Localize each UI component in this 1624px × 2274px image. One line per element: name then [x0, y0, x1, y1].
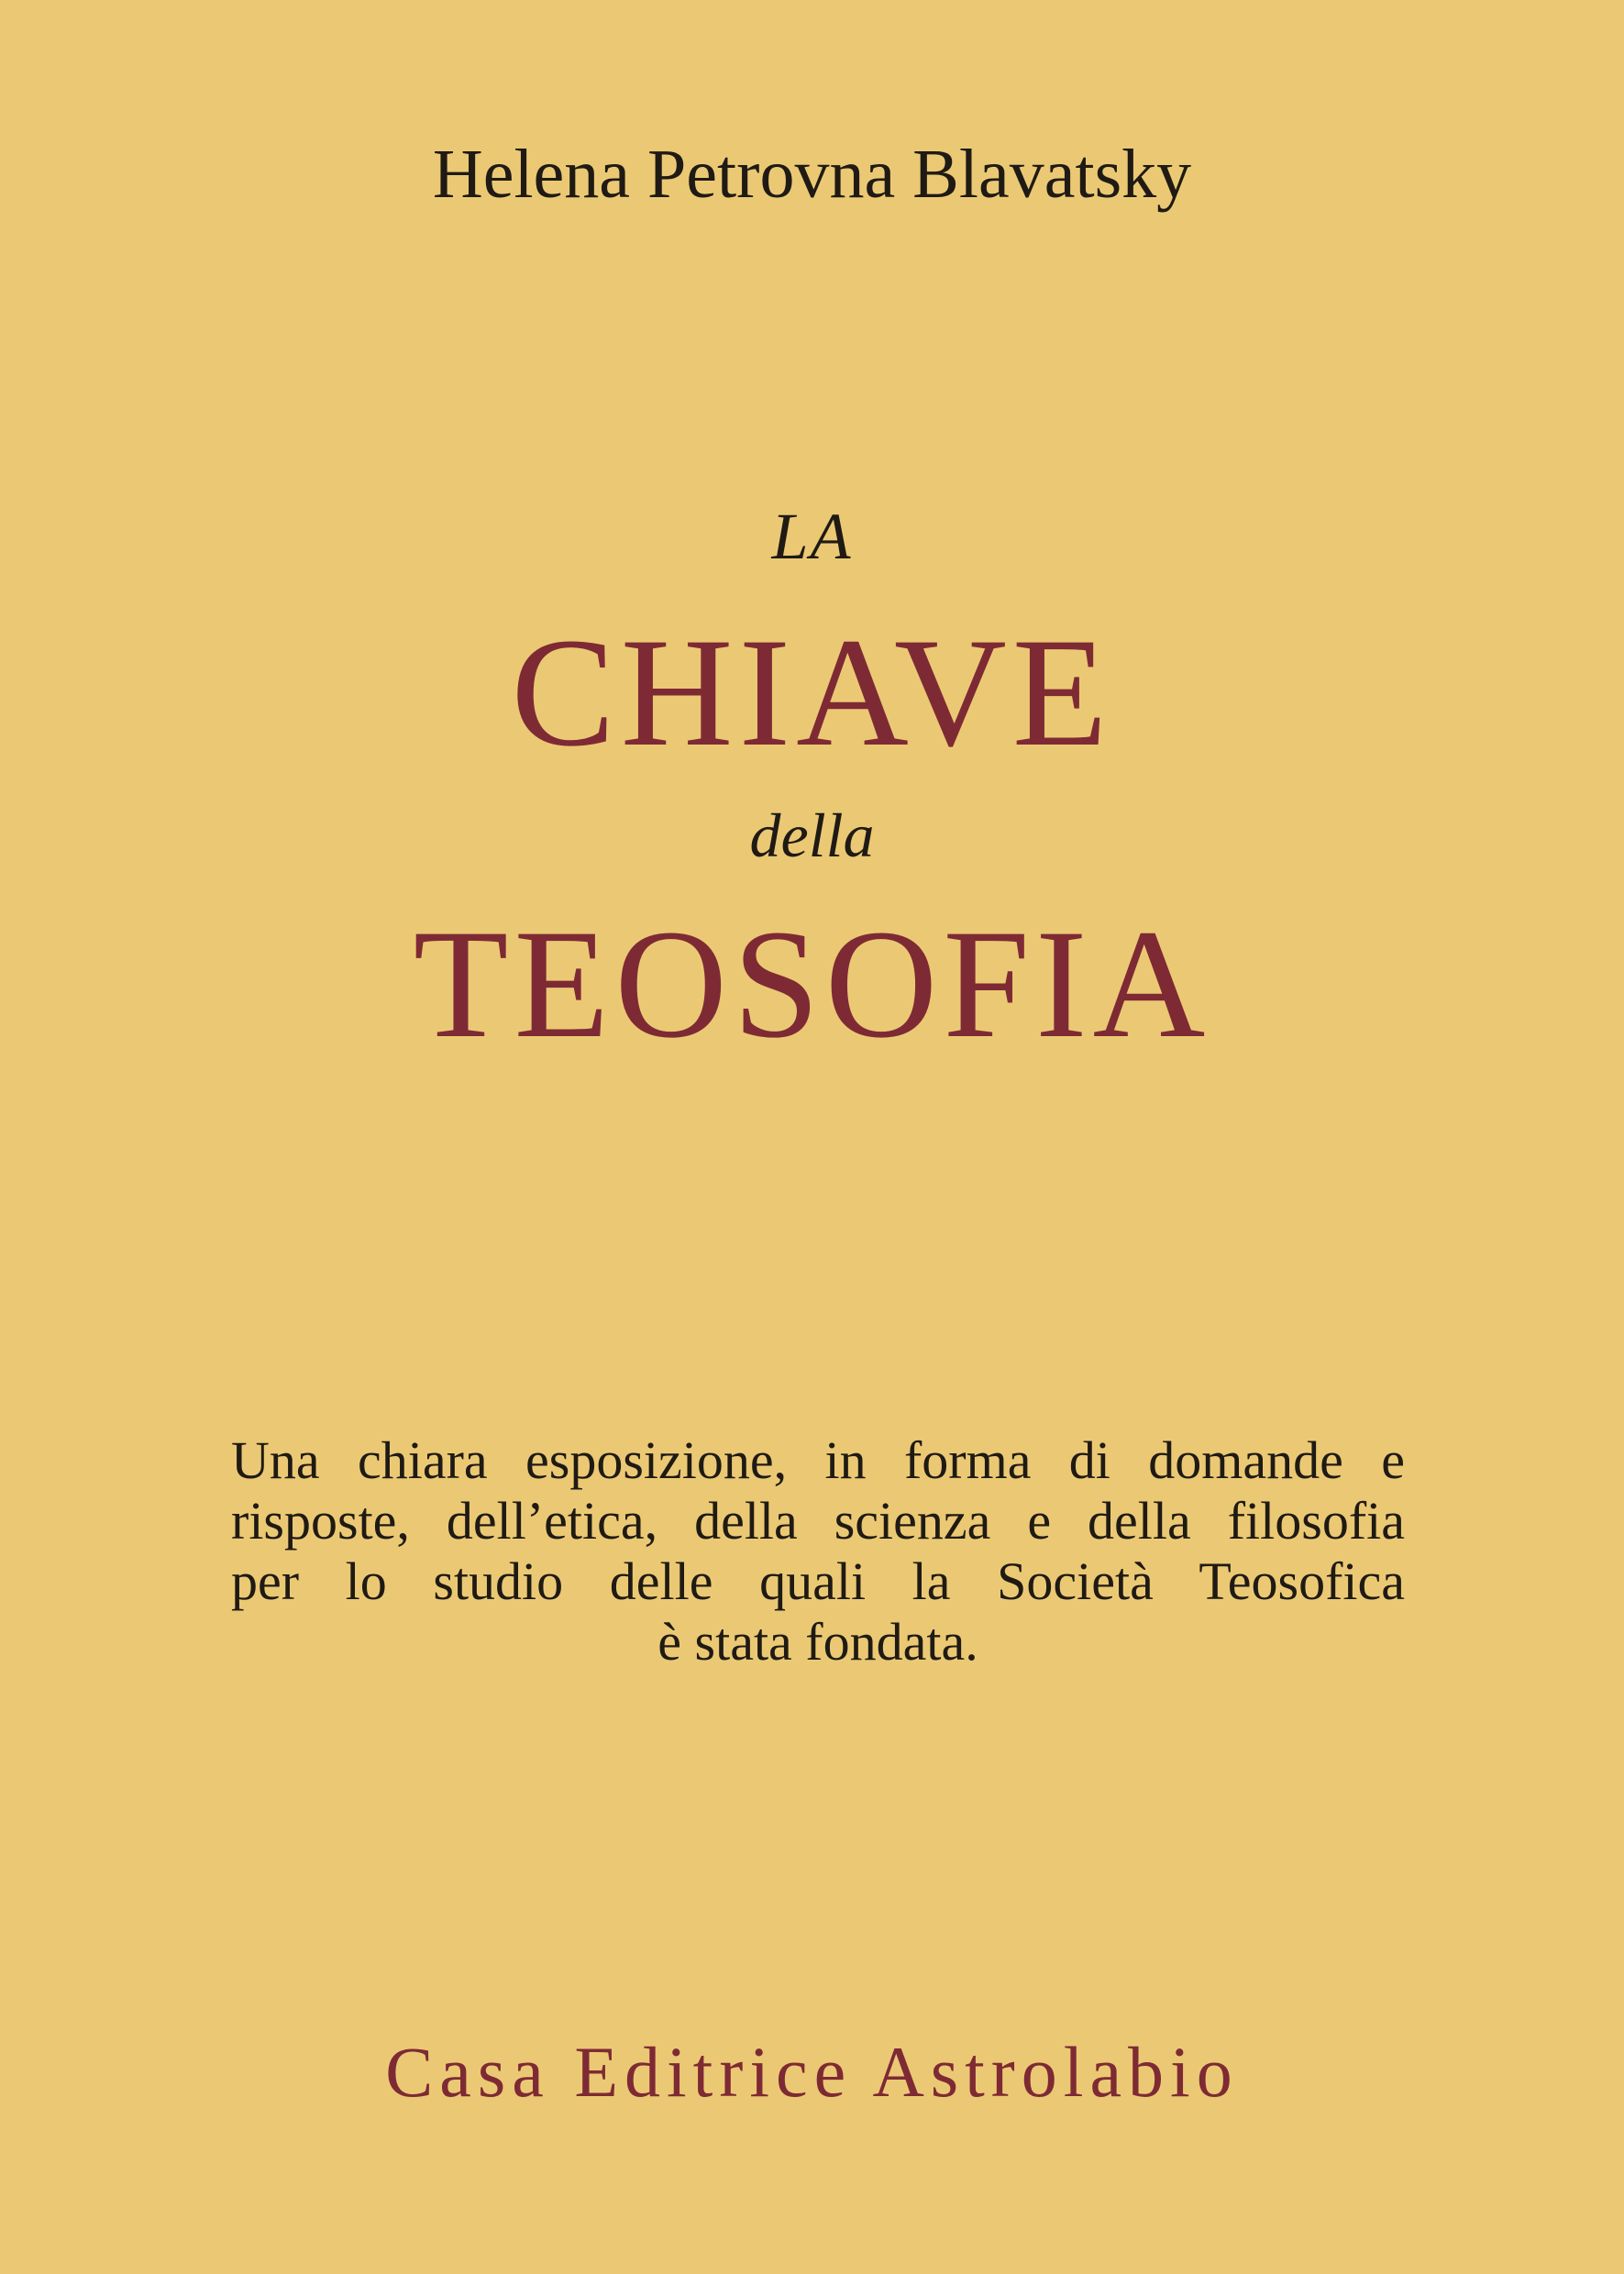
description-line: Una chiara esposizione, in forma di domande e	[231, 1430, 1405, 1490]
book-description	[231, 1430, 1405, 1672]
title-word-teosofia: TEOSOFIA	[413, 898, 1211, 1070]
title-word-chiave: CHIAVE	[511, 606, 1113, 778]
publisher-name: Casa Editrice Astrolabio	[385, 2032, 1239, 2112]
description-line: risposte, dell’etica, della scienza e della filosofia	[231, 1491, 1405, 1551]
description-line: è stata fondata.	[657, 1612, 978, 1672]
title-connector: della	[749, 800, 875, 870]
title-article: LA	[771, 500, 853, 573]
author-name: Helena Petrovna Blavatsky	[432, 136, 1192, 213]
description-line: per lo studio delle quali la Società Teosofica	[231, 1551, 1405, 1611]
